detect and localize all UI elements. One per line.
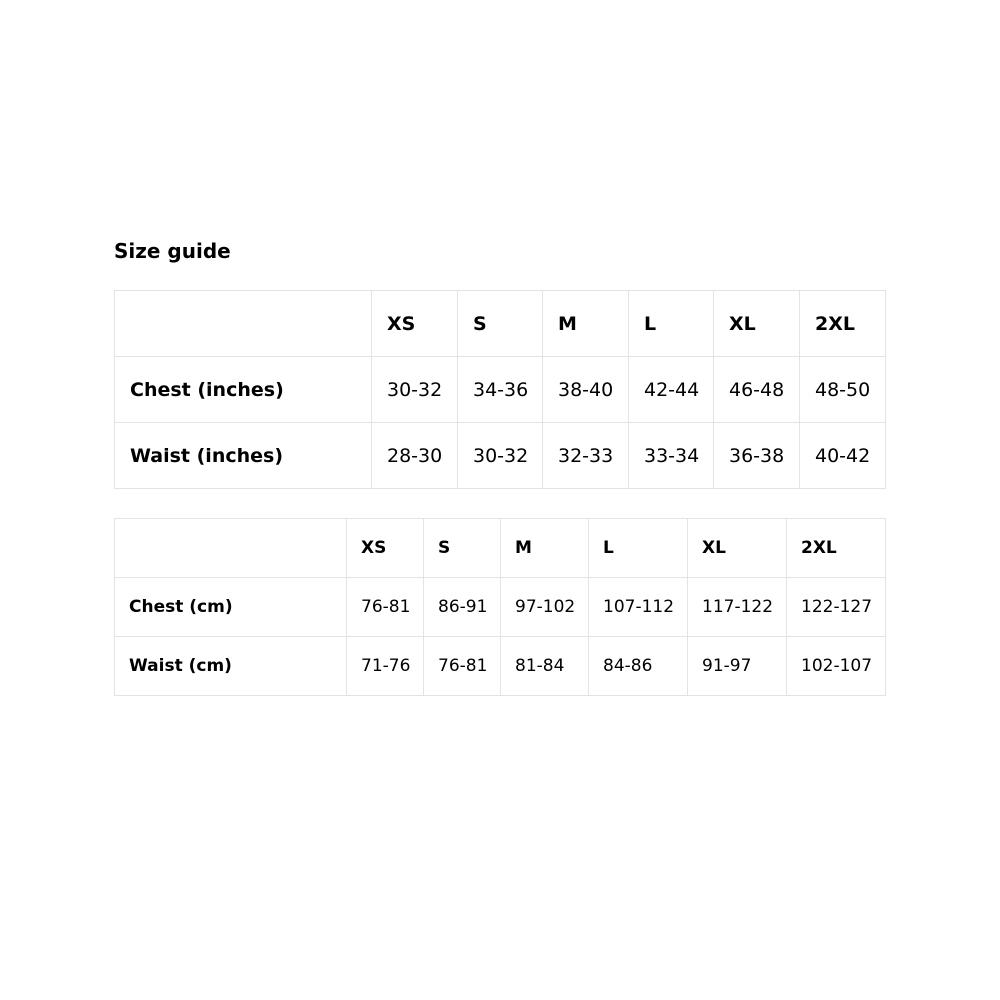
table-cell: 42-44	[629, 357, 714, 423]
table-cell: 46-48	[714, 357, 800, 423]
size-table-inches	[114, 290, 886, 489]
table-cell: 91-97	[688, 637, 787, 696]
table-cell: 48-50	[800, 357, 886, 423]
table-cell: 71-76	[347, 637, 424, 696]
row-label-waist: Waist (cm)	[115, 637, 347, 696]
size-header-xs: XS	[347, 519, 424, 578]
table-row	[115, 357, 886, 423]
table-cell: 81-84	[501, 637, 589, 696]
table-cell: 76-81	[347, 578, 424, 637]
table-cell: 40-42	[800, 423, 886, 489]
table-cell: 36-38	[714, 423, 800, 489]
size-header-m: M	[501, 519, 589, 578]
table-row	[115, 637, 886, 696]
page-title: Size guide	[114, 239, 231, 263]
corner-cell	[115, 291, 372, 357]
size-header-2xl: 2XL	[800, 291, 886, 357]
table-cell: 122-127	[787, 578, 886, 637]
corner-cell	[115, 519, 347, 578]
table-cell: 102-107	[787, 637, 886, 696]
table-row	[115, 423, 886, 489]
table-cell: 76-81	[424, 637, 501, 696]
size-header-xs: XS	[372, 291, 458, 357]
row-label-chest: Chest (inches)	[115, 357, 372, 423]
table-header-row	[115, 519, 886, 578]
table-cell: 107-112	[589, 578, 688, 637]
table-cell: 33-34	[629, 423, 714, 489]
size-header-l: L	[589, 519, 688, 578]
size-table-cm	[114, 518, 886, 696]
table-cell: 32-33	[543, 423, 629, 489]
table-header-row	[115, 291, 886, 357]
size-header-l: L	[629, 291, 714, 357]
size-header-s: S	[458, 291, 543, 357]
size-header-2xl: 2XL	[787, 519, 886, 578]
row-label-chest: Chest (cm)	[115, 578, 347, 637]
table-cell: 28-30	[372, 423, 458, 489]
table-cell: 97-102	[501, 578, 589, 637]
table-cell: 30-32	[458, 423, 543, 489]
size-header-xl: XL	[714, 291, 800, 357]
size-header-s: S	[424, 519, 501, 578]
table-row	[115, 578, 886, 637]
table-cell: 38-40	[543, 357, 629, 423]
table-cell: 86-91	[424, 578, 501, 637]
table-cell: 84-86	[589, 637, 688, 696]
table-cell: 30-32	[372, 357, 458, 423]
table-cell: 117-122	[688, 578, 787, 637]
row-label-waist: Waist (inches)	[115, 423, 372, 489]
size-header-m: M	[543, 291, 629, 357]
size-header-xl: XL	[688, 519, 787, 578]
table-cell: 34-36	[458, 357, 543, 423]
